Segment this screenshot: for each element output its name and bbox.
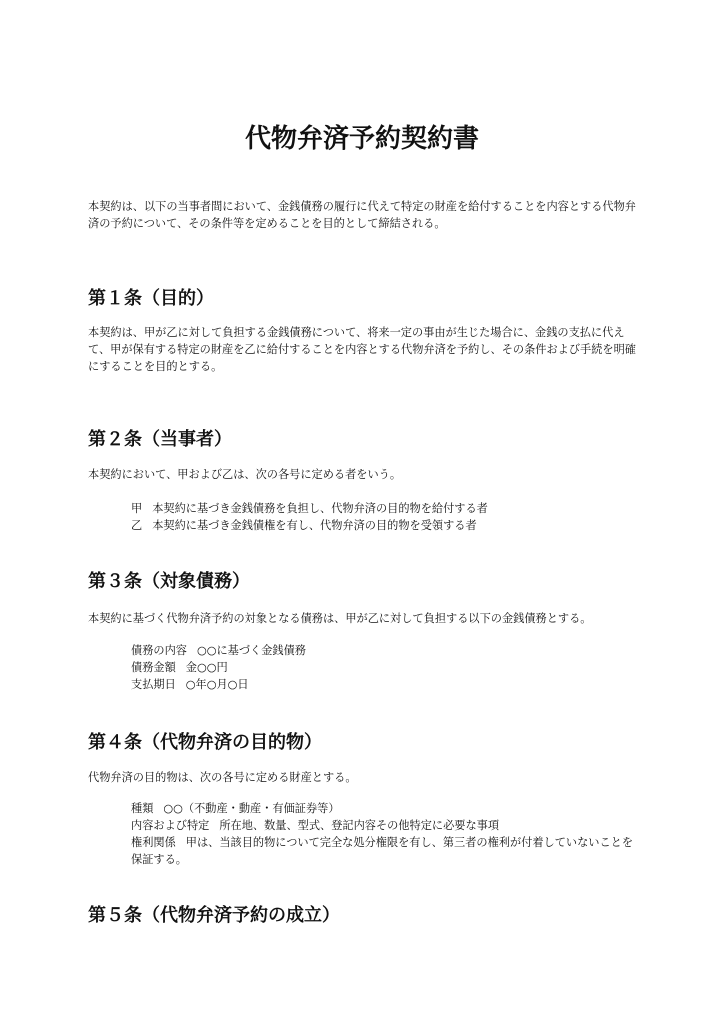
item-desc: ○年○月○日: [185, 678, 249, 691]
item-desc: 金○○円: [185, 661, 228, 674]
list-item: [131, 642, 641, 659]
article-2-list: [131, 500, 641, 534]
list-item: [131, 800, 641, 817]
list-item: [131, 817, 641, 834]
list-item: [131, 834, 641, 868]
preamble-paragraph: 本契約は、以下の当事者間において、金銭債務の履行に代えて特定の財産を給付することを内容とする代物弁済の予約について、その条件等を定めることを目的として締結される。: [88, 200, 636, 230]
article-1-heading: 第１条（目的）: [88, 288, 214, 309]
item-term: 乙: [131, 519, 143, 532]
article-4-heading: 第４条（代物弁済の目的物）: [88, 732, 322, 753]
list-item: [131, 659, 641, 676]
article-3-heading: 第３条（対象債務）: [88, 571, 250, 592]
article-3-list: [131, 642, 641, 693]
list-item: [131, 676, 641, 693]
list-item: [131, 517, 641, 534]
item-term: 債務金額: [131, 661, 176, 674]
article-1-body: 本契約は、甲が乙に対して負担する金銭債務について、将来一定の事由が生じた場合に、金銭の支払に代えて、甲が保有する特定の財産を乙に給付することを内容とする代物弁済を予約し、その条件および手続を明確にすることを目的とする。: [88, 326, 636, 373]
item-term: 種類: [131, 802, 154, 815]
item-term: 甲: [131, 502, 143, 515]
article-2-heading: 第２条（当事者）: [88, 429, 232, 450]
item-desc: ○○に基づく金銭債務: [196, 644, 306, 657]
item-term: 内容および特定: [131, 819, 210, 832]
article-2-body: 本契約において、甲および乙は、次の各号に定める者をいう。: [88, 468, 402, 481]
item-term: 支払期日: [131, 678, 176, 691]
item-desc: 甲は、当該目的物について完全な処分権限を有し、第三者の権利が付着していないことを保証する。: [131, 836, 634, 866]
item-desc: 本契約に基づき金銭債務を負担し、代物弁済の目的物を給付する者: [152, 502, 488, 515]
item-term: 権利関係: [131, 836, 176, 849]
item-desc: 本契約に基づき金銭債権を有し、代物弁済の目的物を受領する者: [152, 519, 477, 532]
item-term: 債務の内容: [131, 644, 187, 657]
article-4-list: [131, 800, 641, 868]
document-title: 代物弁済予約契約書: [244, 124, 479, 154]
item-desc: ○○（不動産・動産・有価証券等）: [163, 802, 340, 815]
list-item: [131, 500, 641, 517]
article-5-heading: 第５条（代物弁済予約の成立）: [88, 905, 340, 926]
article-4-body: 代物弁済の目的物は、次の各号に定める財産とする。: [88, 771, 357, 784]
article-3-body: 本契約に基づく代物弁済予約の対象となる債務は、甲が乙に対して負担する以下の金銭債務とする。: [88, 612, 592, 625]
item-desc: 所在地、数量、型式、登記内容その他特定に必要な事項: [219, 819, 500, 832]
